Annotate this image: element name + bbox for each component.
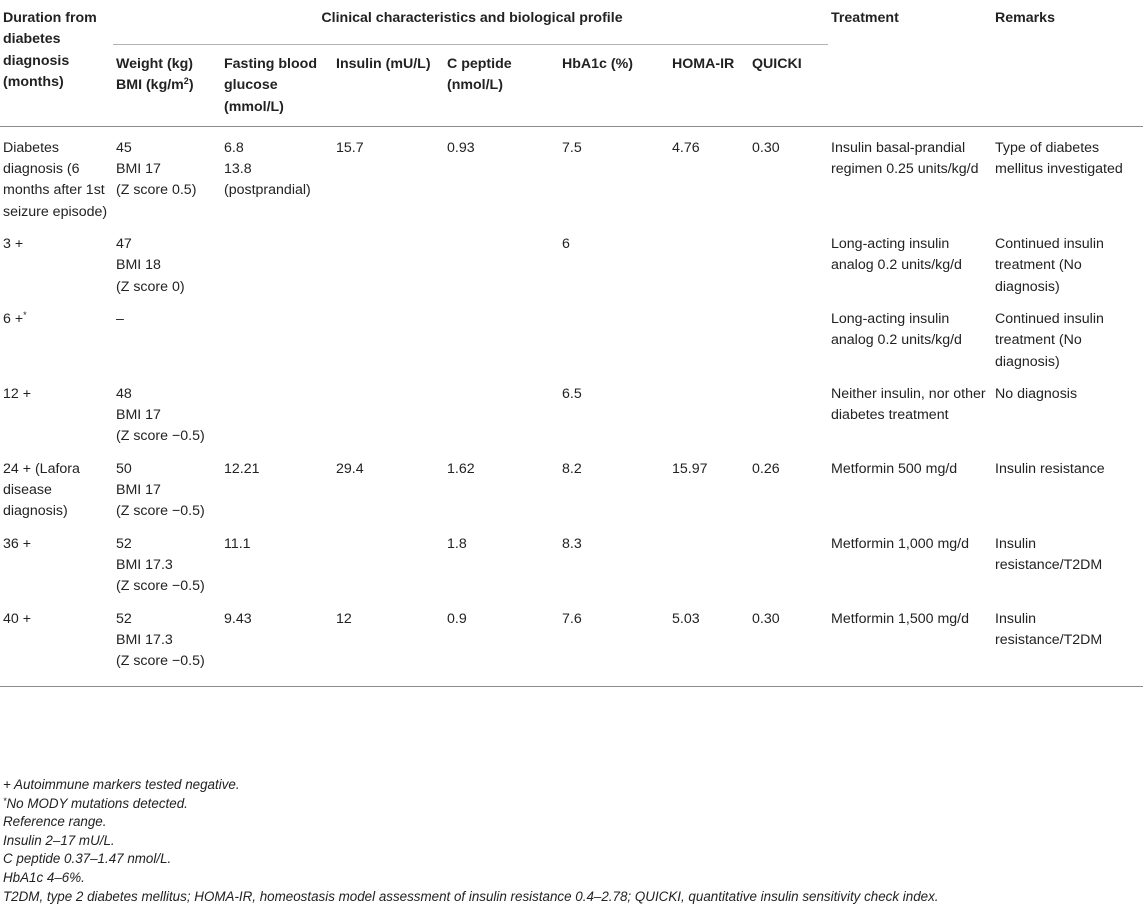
cell-remarks: Insulin resistance/T2DM — [992, 598, 1143, 687]
cell-treatment: Metformin 1,000 mg/d — [831, 535, 970, 552]
cell-fbg-line: 13.8 — [224, 161, 252, 178]
cell-homa — [669, 298, 749, 373]
header-homa: HOMA-IR — [669, 45, 749, 127]
cell-quicki: 0.26 — [752, 460, 780, 477]
cell-treatment: Long-acting insulin analog 0.2 units/kg/d — [831, 236, 962, 274]
footnote-hba1c-range: HbA1c 4–6%. — [3, 869, 85, 885]
cell-cpeptide: 0.93 — [447, 139, 475, 156]
header-cpeptide: C peptide (nmol/L) — [444, 45, 559, 127]
cell-quicki: 0.30 — [752, 139, 780, 156]
cell-fbg-line: (postprandial) — [224, 182, 311, 199]
cell-weight-line: BMI 17.3 — [116, 631, 173, 648]
header-group: Clinical characteristics and biological profile — [113, 0, 828, 45]
cell-weight — [113, 598, 221, 687]
cell-duration-text: Diabetes diagnosis (6 months after 1st seizure episode) — [3, 139, 108, 220]
cell-weight-line: (Z score 0.5) — [116, 182, 197, 199]
cell-fbg-line: 12.21 — [224, 460, 260, 477]
cell-remarks: Insulin resistance/T2DM — [995, 535, 1103, 573]
footnote-autoimmune: + Autoimmune markers tested negative. — [3, 777, 240, 792]
cell-weight-line: (Z score 0) — [116, 278, 185, 295]
table-row — [0, 598, 1143, 687]
cell-weight-line: 50 — [116, 460, 132, 477]
footnote-abbreviations: T2DM, type 2 diabetes mellitus; HOMA-IR, homeostasis model assessment of insulin resistance 0.4–2.78; QUICKI, quantitative insulin sensitivity check index. — [3, 888, 939, 904]
cell-treatment: Neither insulin, nor other diabetes treatment — [831, 385, 986, 424]
cell-weight-line: 52 — [116, 610, 132, 627]
cell-duration — [0, 298, 113, 373]
cell-quicki — [749, 298, 828, 373]
cell-duration-text: 36 + — [3, 535, 32, 552]
table-row — [0, 298, 1143, 373]
cell-duration-text: 12 + — [3, 385, 32, 402]
cell-weight — [113, 126, 221, 223]
cell-insulin: 29.4 — [336, 460, 364, 477]
cell-weight-line: BMI 18 — [116, 257, 161, 274]
cell-hba1c: 7.5 — [562, 139, 582, 156]
cell-weight-line: (Z score −0.5) — [116, 653, 205, 670]
header-weight-close: ) — [188, 77, 194, 94]
cell-duration — [0, 373, 113, 448]
footnote-insulin-range: Insulin 2–17 mU/L. — [3, 832, 115, 848]
cell-fbg-line: 9.43 — [224, 610, 252, 627]
cell-weight-line: BMI 17.3 — [116, 556, 173, 573]
cell-duration-text: 40 + — [3, 610, 32, 627]
cell-hba1c: 8.2 — [562, 460, 582, 477]
cell-treatment: Long-acting insulin analog 0.2 units/kg/d — [831, 310, 962, 349]
table-body — [0, 126, 1143, 687]
cell-remarks: Insulin resistance — [995, 460, 1105, 477]
cell-quicki — [749, 373, 828, 448]
cell-weight-line: (Z score −0.5) — [116, 503, 205, 520]
table-row — [0, 223, 1143, 298]
cell-treatment: Metformin 1,500 mg/d — [828, 598, 992, 687]
cell-weight-line: 52 — [116, 535, 132, 552]
cell-homa — [669, 523, 749, 598]
cell-homa: 4.76 — [672, 139, 700, 156]
cell-remarks: Continued insulin treatment (No diagnosis) — [995, 236, 1104, 295]
cell-duration — [0, 598, 113, 687]
cell-weight-line: 48 — [116, 385, 132, 402]
cell-remarks: Type of diabetes mellitus investigated — [995, 139, 1123, 178]
header-weight-sup: 2 — [183, 76, 189, 87]
table-footnotes — [3, 776, 1133, 906]
cell-cpeptide — [444, 223, 559, 298]
cell-weight — [113, 448, 221, 523]
cell-weight-line: (Z score −0.5) — [116, 578, 205, 595]
cell-treatment: Insulin basal-prandial regimen 0.25 units/kg/d — [831, 139, 979, 178]
cell-duration — [0, 523, 113, 598]
cell-cpeptide: 1.62 — [447, 460, 475, 477]
cell-weight-line: BMI 17 — [116, 407, 161, 424]
cell-weight — [113, 373, 221, 448]
footnote-mody — [3, 795, 1133, 814]
cell-fbg-line: 6.8 — [224, 139, 244, 156]
cell-duration — [0, 126, 113, 223]
table-row — [0, 523, 1143, 598]
cell-fbg — [221, 448, 333, 523]
header-weight-line1: Weight (kg) — [116, 56, 193, 72]
cell-homa — [669, 223, 749, 298]
footnote-reference-range: Reference range. — [3, 814, 107, 830]
footnote-mody-sup: * — [3, 795, 7, 806]
cell-hba1c: 6.5 — [562, 385, 582, 402]
cell-hba1c: 6 — [562, 236, 570, 253]
cell-weight — [113, 523, 221, 598]
cell-insulin — [333, 223, 444, 298]
cell-fbg — [221, 598, 333, 687]
cell-duration — [0, 448, 113, 523]
cell-weight-line: BMI 17 — [116, 482, 161, 499]
header-treatment: Treatment — [828, 0, 992, 126]
table-row — [0, 448, 1143, 523]
cell-hba1c: 7.6 — [559, 598, 669, 687]
header-weight-line2: BMI (kg/m — [116, 77, 184, 94]
header-insulin: Insulin (mU/L) — [333, 45, 444, 127]
cell-cpeptide: 1.8 — [447, 535, 467, 552]
cell-weight-line: BMI 17 — [116, 161, 161, 178]
cell-hba1c: 8.3 — [562, 535, 582, 552]
cell-insulin — [333, 523, 444, 598]
cell-duration-text: 3 + — [3, 236, 24, 253]
table-row — [0, 373, 1143, 448]
header-fbg: Fasting blood glucose (mmol/L) — [221, 45, 333, 127]
cell-weight-line: 47 — [116, 236, 132, 253]
cell-quicki — [749, 523, 828, 598]
cell-cpeptide: 0.9 — [444, 598, 559, 687]
cell-homa: 5.03 — [669, 598, 749, 687]
cell-duration-text: 6 + — [3, 310, 24, 327]
cell-homa — [669, 373, 749, 448]
cell-insulin — [333, 373, 444, 448]
footnote-mody-text: No MODY mutations detected. — [6, 795, 188, 811]
cell-duration-text: 24 + (Lafora disease diagnosis) — [3, 460, 80, 520]
cell-cpeptide — [444, 373, 559, 448]
cell-insulin — [333, 298, 444, 373]
table-row — [0, 126, 1143, 223]
cell-weight — [113, 298, 221, 373]
cell-fbg — [221, 523, 333, 598]
cell-fbg — [221, 126, 333, 223]
cell-cpeptide — [444, 298, 559, 373]
header-hba1c: HbA1c (%) — [559, 45, 669, 127]
cell-insulin: 15.7 — [336, 139, 364, 156]
cell-weight — [113, 223, 221, 298]
cell-hba1c — [559, 298, 669, 373]
cell-duration-sup: * — [23, 309, 27, 320]
cell-fbg — [221, 298, 333, 373]
cell-fbg — [221, 373, 333, 448]
cell-homa: 15.97 — [672, 460, 708, 477]
header-weight — [113, 45, 221, 127]
cell-weight-line: (Z score −0.5) — [116, 428, 205, 445]
cell-remarks: No diagnosis — [995, 385, 1078, 402]
cell-quicki: 0.30 — [749, 598, 828, 687]
header-duration: Duration from diabetes diagnosis (months) — [0, 0, 113, 126]
cell-duration — [0, 223, 113, 298]
cell-remarks: Continued insulin treatment (No diagnosis) — [995, 310, 1104, 370]
footnote-cpeptide-range: C peptide 0.37–1.47 nmol/L. — [3, 851, 172, 867]
header-quicki: QUICKI — [749, 45, 828, 127]
header-remarks: Remarks — [992, 0, 1143, 126]
cell-fbg-line: 11.1 — [224, 535, 251, 552]
cell-weight-line: – — [116, 310, 124, 327]
cell-treatment: Metformin 500 mg/d — [831, 460, 958, 477]
cell-quicki — [749, 223, 828, 298]
cell-weight-line: 45 — [116, 139, 132, 156]
cell-insulin: 12 — [333, 598, 444, 687]
cell-fbg — [221, 223, 333, 298]
